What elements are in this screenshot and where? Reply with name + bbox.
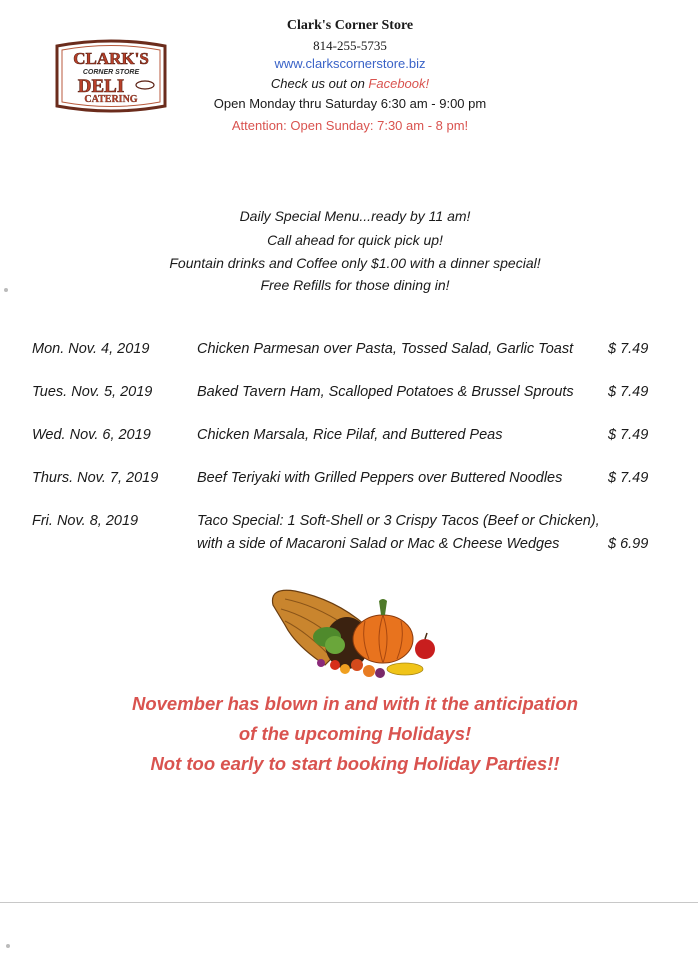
menu-price: $ 7.49 (608, 341, 649, 357)
menu-price: $ 7.49 (608, 470, 649, 486)
store-hours: Open Monday thru Saturday 6:30 am - 9:00 pm (213, 96, 487, 111)
menu-price: $ 7.49 (608, 384, 649, 400)
sunday-hours-notice: Attention: Open Sunday: 7:30 am - 8 pm! (231, 118, 469, 133)
store-name: Clark's Corner Store (286, 18, 414, 33)
menu-dish: Taco Special: 1 Soft-Shell or 3 Crispy Tacos (Beef or Chicken), (197, 513, 600, 529)
menu-dish-continued: with a side of Macaroni Salad or Mac & Cheese Wedges (197, 536, 560, 552)
scan-edge-line (0, 902, 698, 903)
menu-date: Tues. Nov. 5, 2019 (32, 384, 153, 400)
closing-line-3: Not too early to start booking Holiday Parties!! (150, 753, 560, 774)
scan-speck (4, 288, 8, 292)
facebook-line (150, 76, 550, 91)
intro-line-2: Call ahead for quick pick up! (267, 232, 443, 248)
menu-price: $ 6.99 (608, 536, 649, 552)
logo-text-clarks: CLARK'S (73, 49, 149, 68)
intro-line-4: Free Refills for those dining in! (260, 277, 450, 293)
intro-line-1: Daily Special Menu...ready by 11 am! (239, 208, 471, 224)
cornucopia-image (265, 585, 445, 685)
menu-date: Mon. Nov. 4, 2019 (32, 341, 150, 357)
menu-price: $ 7.49 (608, 427, 649, 443)
logo-text-deli: DELI (77, 76, 125, 97)
menu-dish: Chicken Marsala, Rice Pilaf, and Buttered Peas (197, 427, 503, 443)
facebook-prefix: Check us out on (270, 76, 369, 91)
scan-speck (6, 944, 10, 948)
menu-dish: Baked Tavern Ham, Scalloped Potatoes & Brussel Sprouts (197, 384, 574, 400)
menu-date: Wed. Nov. 6, 2019 (32, 427, 151, 443)
logo-text-catering: CATERING (84, 94, 138, 105)
menu-date: Thurs. Nov. 7, 2019 (32, 470, 159, 486)
store-website-link[interactable]: www.clarkscornerstore.biz (274, 56, 426, 71)
menu-dish: Chicken Parmesan over Pasta, Tossed Salad, Garlic Toast (197, 341, 574, 357)
menu-dish: Beef Teriyaki with Grilled Peppers over Buttered Noodles (197, 470, 563, 486)
store-phone: 814-255-5735 (313, 38, 387, 53)
logo-text-corner-store: CORNER STORE (82, 69, 140, 76)
intro-line-3: Fountain drinks and Coffee only $1.00 with a dinner special! (169, 255, 541, 271)
closing-line-1: November has blown in and with it the anticipation (131, 693, 579, 714)
closing-line-2: of the upcoming Holidays! (238, 723, 472, 744)
facebook-link[interactable]: Facebook! (368, 76, 430, 91)
menu-date: Fri. Nov. 8, 2019 (32, 513, 139, 529)
